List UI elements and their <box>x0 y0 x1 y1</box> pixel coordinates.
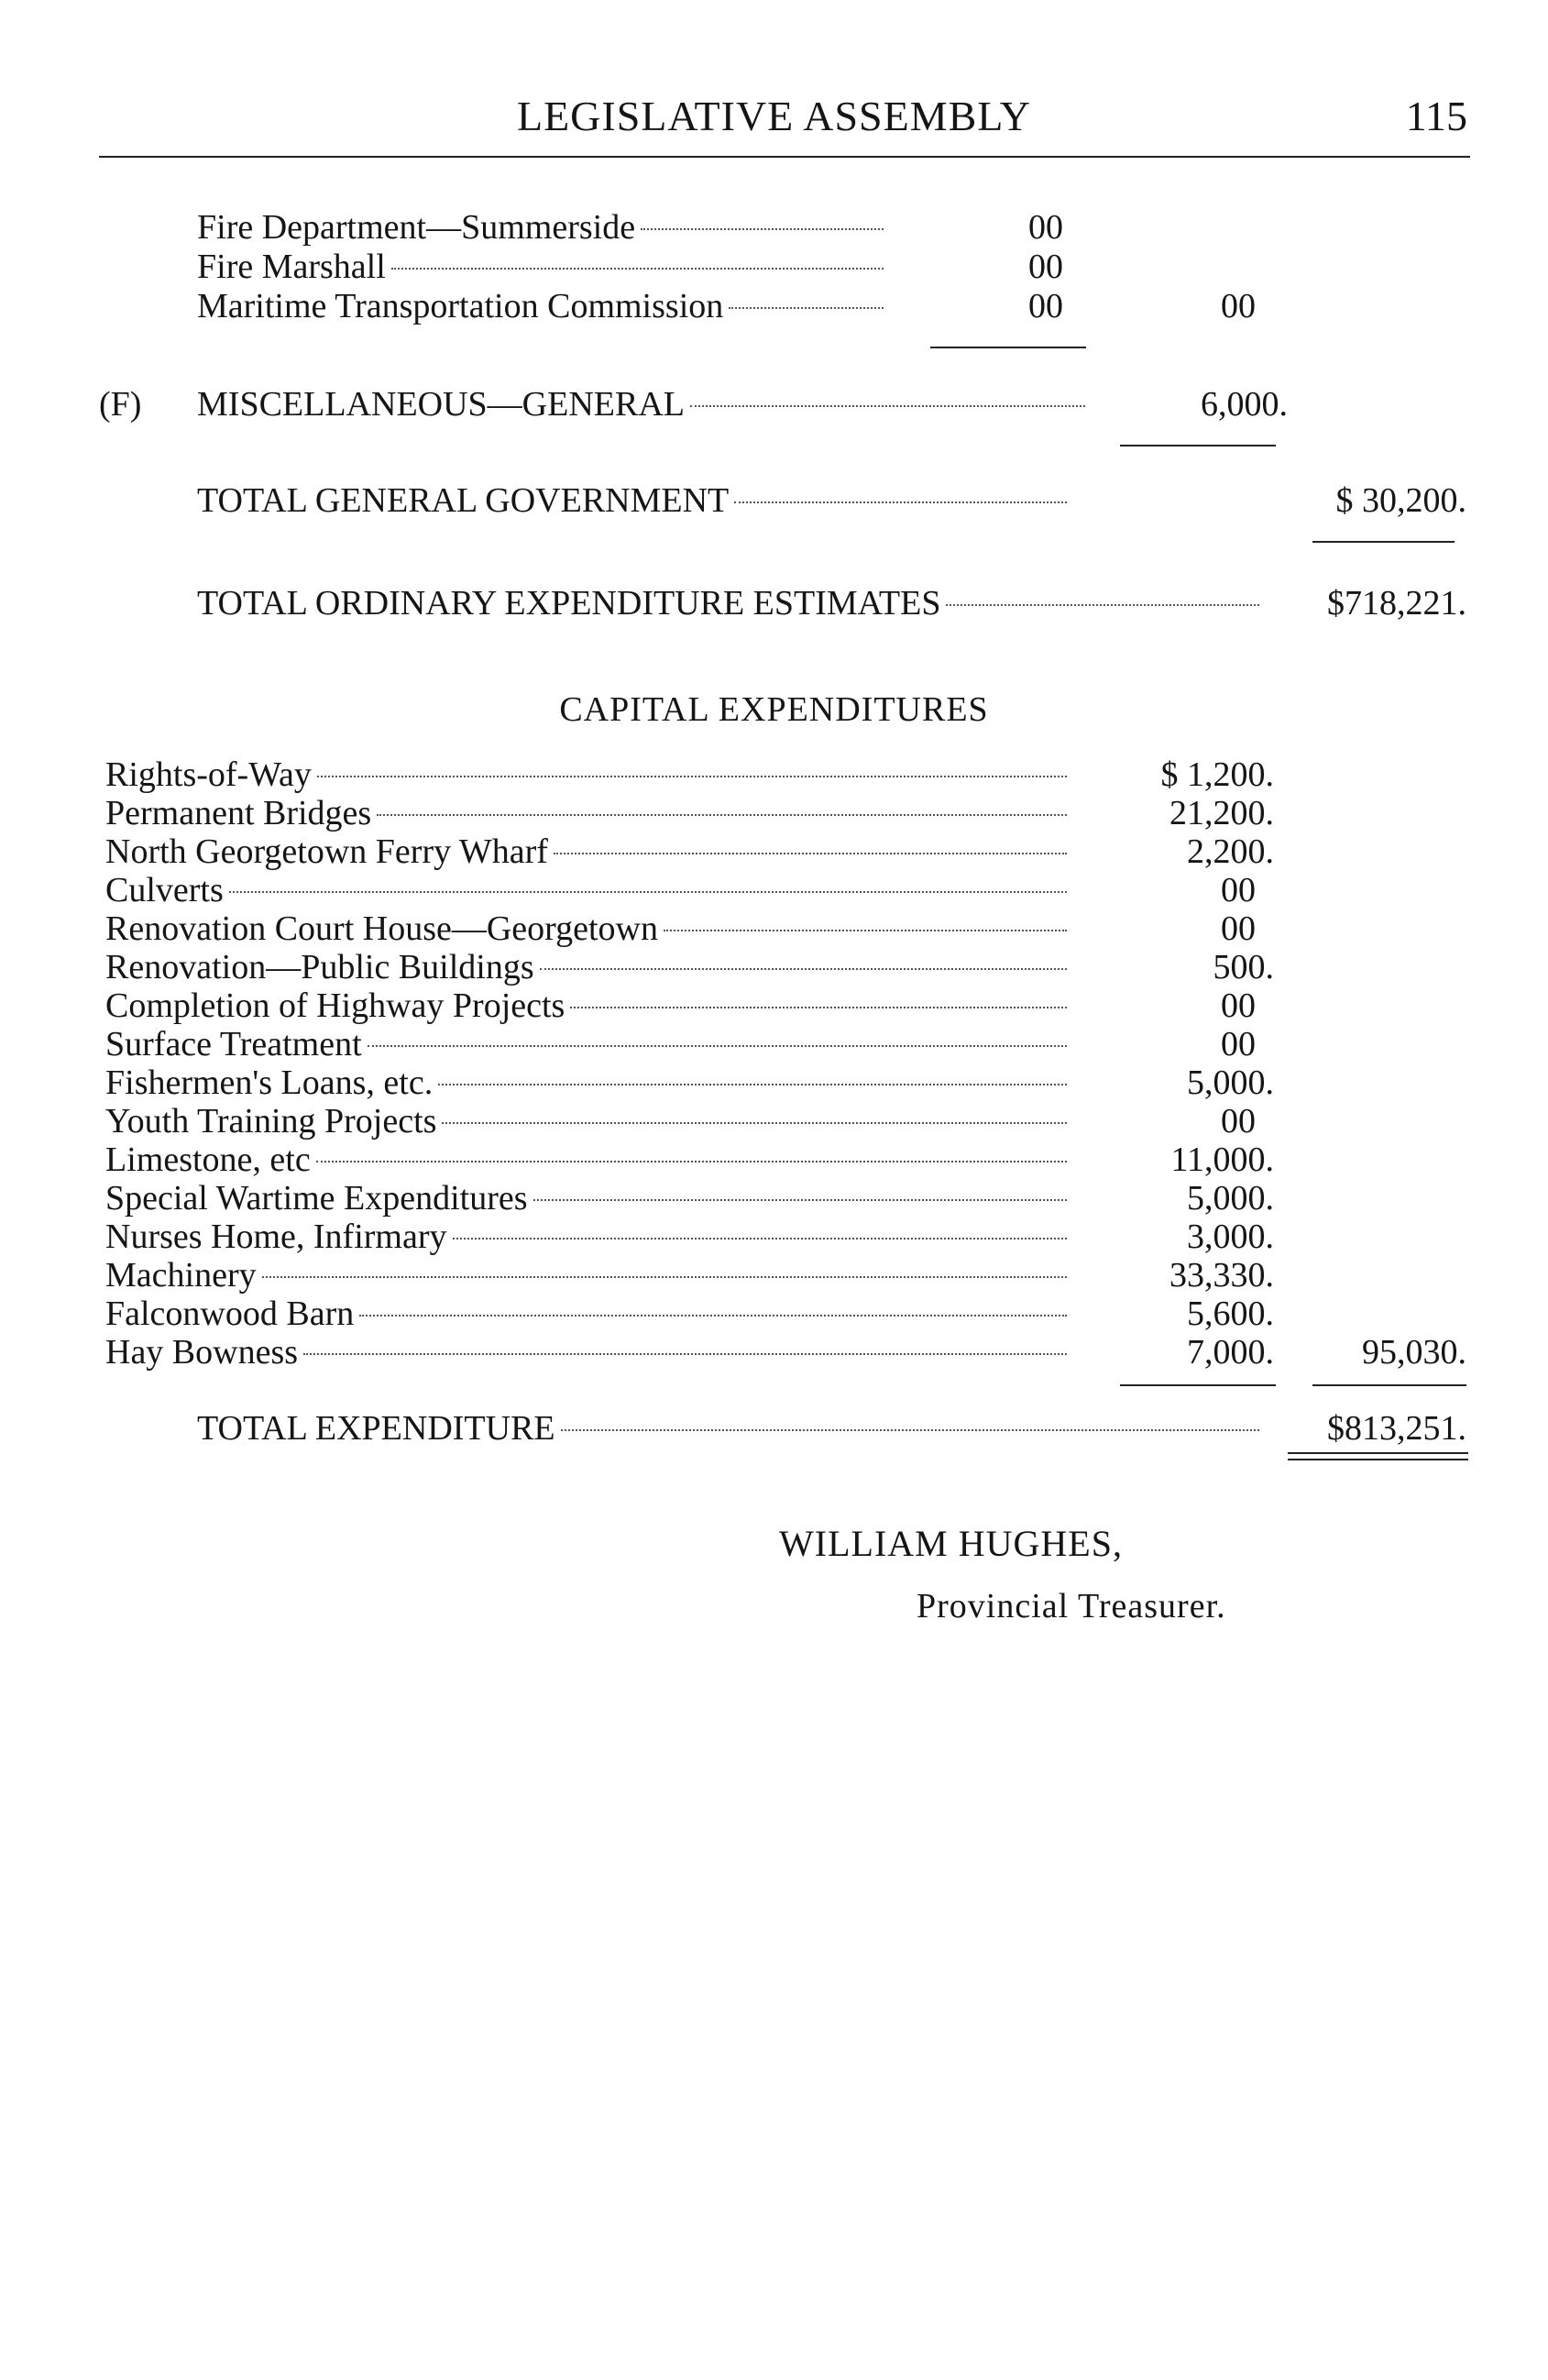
list-item <box>105 1293 1072 1335</box>
leader-dots <box>359 1315 1067 1317</box>
item-amount: 21,200. <box>1169 794 1274 832</box>
item-label: Fire Marshall <box>197 248 386 286</box>
item-label: Hay Bowness <box>105 1333 299 1372</box>
section-prefix: (F) <box>99 385 142 424</box>
item-label: Limestone, etc <box>105 1140 311 1179</box>
item-amount: 00 <box>1221 1025 1256 1063</box>
leader-dots <box>229 891 1067 893</box>
item-label: MISCELLANEOUS—GENERAL <box>197 385 685 424</box>
list-item <box>105 1254 1072 1296</box>
double-rule-top <box>1288 1452 1468 1454</box>
total-amount: $ 30,200. <box>1335 481 1466 520</box>
section-heading: CAPITAL EXPENDITURES <box>559 690 989 729</box>
leader-dots <box>262 1276 1067 1278</box>
item-label: North Georgetown Ferry Wharf <box>105 832 548 871</box>
leader-dots <box>316 1161 1067 1162</box>
item-label: Completion of Highway Projects <box>105 986 565 1025</box>
item-label: Machinery <box>105 1256 257 1295</box>
item-amount: 33,330. <box>1169 1256 1274 1295</box>
item-subtotal: 00 <box>1221 287 1256 325</box>
item-label: Fire Department—Summerside <box>197 208 636 247</box>
item-amount: 00 <box>1221 986 1256 1025</box>
leader-dots <box>317 776 1067 777</box>
item-amount: 00 <box>1028 287 1063 325</box>
item-label: Falconwood Barn <box>105 1295 355 1333</box>
list-item <box>105 831 1072 873</box>
item-amount: 7,000. <box>1187 1333 1274 1372</box>
item-amount: 2,200. <box>1187 832 1274 871</box>
total-line <box>197 582 1265 624</box>
item-label: Rights-of-Way <box>105 755 312 794</box>
total-rule <box>1312 541 1455 543</box>
list-item <box>105 869 1072 911</box>
item-amount: 00 <box>1221 871 1256 909</box>
item-label: Youth Training Projects <box>105 1102 437 1140</box>
item-amount: 3,000. <box>1187 1218 1274 1256</box>
leader-dots <box>734 501 1067 503</box>
item-label: Renovation Court House—Georgetown <box>105 909 658 948</box>
leader-dots <box>664 930 1067 931</box>
leader-dots <box>690 405 1085 407</box>
leader-dots <box>453 1238 1067 1240</box>
grand-total-amount: $813,251. <box>1327 1409 1466 1448</box>
leader-dots <box>533 1199 1067 1201</box>
list-item <box>105 1216 1072 1258</box>
leader-dots <box>368 1045 1067 1047</box>
item-label: Surface Treatment <box>105 1025 362 1063</box>
item-subtotal: 95,030. <box>1362 1333 1466 1372</box>
total-line <box>197 479 1072 522</box>
total-amount: $718,221. <box>1327 584 1466 623</box>
item-amount: 00 <box>1028 248 1063 286</box>
list-item <box>197 383 1091 425</box>
total-label: TOTAL EXPENDITURE <box>197 1409 555 1448</box>
item-amount: 00 <box>1221 1102 1256 1140</box>
leader-dots <box>303 1353 1067 1355</box>
total-label: TOTAL GENERAL GOVERNMENT <box>197 481 730 520</box>
subtotal-rule <box>1312 1384 1466 1386</box>
subtotal-rule <box>1120 1384 1276 1386</box>
leader-dots <box>561 1429 1259 1431</box>
page-number: 115 <box>1405 93 1467 139</box>
leader-dots <box>442 1122 1067 1124</box>
signature-title: Provincial Treasurer. <box>917 1587 1226 1625</box>
subtotal-rule <box>1120 445 1276 446</box>
item-amount: $ 1,200. <box>1160 755 1274 794</box>
list-item <box>105 1100 1072 1142</box>
total-label: TOTAL ORDINARY EXPENDITURE ESTIMATES <box>197 584 941 623</box>
list-item <box>105 1177 1072 1219</box>
list-item <box>105 792 1072 834</box>
item-label: Culverts <box>105 871 224 909</box>
item-amount: 5,600. <box>1187 1295 1274 1333</box>
leader-dots <box>391 268 884 270</box>
item-label: Fishermen's Loans, etc. <box>105 1063 434 1102</box>
leader-dots <box>377 814 1067 816</box>
item-label: Nurses Home, Infirmary <box>105 1218 447 1256</box>
item-amount: 5,000. <box>1187 1063 1274 1102</box>
item-amount: 00 <box>1028 208 1063 247</box>
list-item <box>197 206 889 248</box>
signature-name: WILLIAM HUGHES, <box>779 1523 1123 1564</box>
item-amount: 500. <box>1213 948 1274 986</box>
item-amount: 6,000. <box>1201 385 1288 424</box>
list-item <box>105 985 1072 1027</box>
page-header-title: LEGISLATIVE ASSEMBLY <box>516 93 1032 139</box>
list-item <box>105 1331 1072 1373</box>
item-label: Special Wartime Expenditures <box>105 1179 528 1218</box>
item-amount: 11,000. <box>1170 1140 1274 1179</box>
list-item <box>105 946 1072 988</box>
leader-dots <box>554 853 1067 854</box>
list-item <box>105 1062 1072 1104</box>
leader-dots <box>570 1007 1067 1008</box>
list-item <box>197 246 889 288</box>
item-label: Permanent Bridges <box>105 794 372 832</box>
total-line <box>197 1407 1265 1449</box>
item-amount: 5,000. <box>1187 1179 1274 1218</box>
subtotal-rule <box>930 347 1086 348</box>
double-rule-bottom <box>1288 1459 1468 1460</box>
item-label: Maritime Transportation Commission <box>197 287 724 325</box>
list-item <box>105 908 1072 950</box>
header-rule <box>99 156 1470 158</box>
leader-dots <box>729 307 884 309</box>
leader-dots <box>641 228 884 230</box>
leader-dots <box>540 968 1067 970</box>
leader-dots <box>946 604 1259 606</box>
list-item <box>105 1139 1072 1181</box>
item-amount: 00 <box>1221 909 1256 948</box>
item-label: Renovation—Public Buildings <box>105 948 534 986</box>
list-item <box>105 754 1072 796</box>
leader-dots <box>438 1084 1067 1085</box>
list-item <box>197 285 889 327</box>
list-item <box>105 1023 1072 1065</box>
